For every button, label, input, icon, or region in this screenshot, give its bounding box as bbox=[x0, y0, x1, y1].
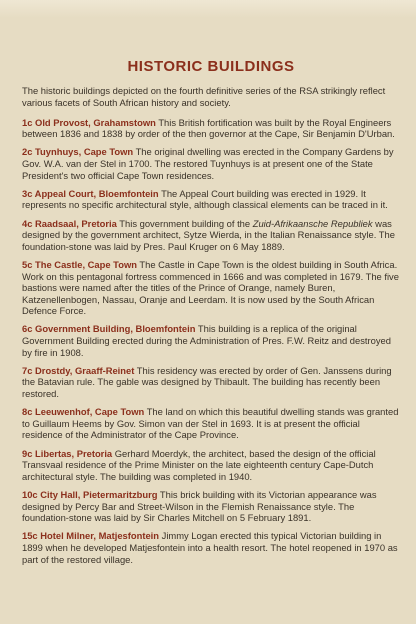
entry-government-building bbox=[22, 323, 400, 358]
entry-text: This building is a replica of the original Government Building erected during the Administration of Pres. F.W. Reitz and destroyed by fire in 1908. bbox=[22, 323, 391, 358]
entry-raadsaal bbox=[22, 218, 400, 253]
entry-text: This residency was erected by order of Gen. Janssens during the Batavian rule. The gable was designed by Thibault. The building has recently been restored. bbox=[22, 364, 392, 400]
entry-text: The Castle in Cape Town is the oldest building in South Africa. Work on this pentagonal fortress commenced in 1666 and was completed in 1679. The five bastions were named after the titles of the Prince of Orange, namely Buren, Katzenellenbogen, Nassau, Oranje and Leerdam. It is now used by the South African Defence Force. bbox=[22, 258, 399, 317]
entry-hotel-milner bbox=[22, 530, 400, 565]
entry-appeal-court bbox=[22, 188, 400, 211]
entry-heading: 8c Leeuwenhof, Cape Town bbox=[22, 406, 145, 418]
entry-drostdy bbox=[22, 365, 400, 400]
entry-text: Jimmy Logan erected this typical Victorian building in 1899 when he developed Matjesfontein into a health resort. The hotel reopened in 1970 as part of the restored village. bbox=[22, 530, 398, 565]
intro-paragraph: The historic buildings depicted on the fourth definitive series of the RSA strikingly reflect various facets of South African history and society. bbox=[22, 85, 386, 108]
entry-libertas bbox=[22, 448, 400, 483]
entry-heading: 1c Old Provost, Grahamstown bbox=[22, 116, 156, 128]
entry-heading: 15c Hotel Milner, Matjesfontein bbox=[22, 530, 160, 542]
entry-castle bbox=[22, 259, 400, 317]
entry-text: was designed by the government architect, Sytze Wierda, in the Italian Renaissance style. The foundation-stone was laid by Pres. Paul Kruger on 6 May 1889. bbox=[22, 217, 395, 252]
entry-text: The Appeal Court building was erected in 1929. It represents no specific architectural style, although classical elements can be traced in it. bbox=[22, 187, 388, 211]
entry-text: This brick building with its Victorian appearance was designed by Percy Bar and Street-Wilson in the Flemish Renaissance style. The foundation-stone was laid by Sir Charles Mitchell on 5 February 1891. bbox=[22, 488, 377, 524]
entry-text: The original dwelling was erected in the Company Gardens by Gov. W.A. van der Stel in 1700. The restored Tuynhuys is at present one of the State President's two official Cape Town residences. bbox=[22, 146, 394, 181]
page-title: HISTORIC BUILDINGS bbox=[127, 58, 295, 75]
entry-heading: 10c City Hall, Pietermaritzburg bbox=[22, 488, 158, 500]
entry-heading: 2c Tuynhuys, Cape Town bbox=[22, 146, 134, 158]
entry-heading: 7c Drostdy, Graaff-Reinet bbox=[22, 364, 135, 376]
entry-leeuwenhof bbox=[22, 406, 400, 441]
entry-text: This government building of the bbox=[119, 217, 253, 229]
entry-text: Gerhard Moerdyk, the architect, based the design of the official Transvaal residence of the Prime Minister on the late eighteenth century Cape-Dutch architectural style. The building was completed in 1940. bbox=[22, 447, 376, 482]
entry-heading: 3c Appeal Court, Bloemfontein bbox=[22, 187, 159, 199]
entry-tuynhuys bbox=[22, 146, 400, 181]
entry-heading: 9c Libertas, Pretoria bbox=[22, 447, 113, 459]
entry-heading: 4c Raadsaal, Pretoria bbox=[22, 217, 117, 229]
entry-city-hall bbox=[22, 489, 400, 524]
entry-heading: 5c The Castle, Cape Town bbox=[22, 258, 137, 270]
entry-text: This British fortification was built by the Royal Engineers between 1836 and 1838 by order of the then governor at the Cape, Sir Benjamin D'Urban. bbox=[22, 116, 395, 140]
entry-heading: 6c Government Building, Bloemfontein bbox=[22, 323, 196, 335]
entry-old-provost bbox=[22, 117, 400, 140]
entry-text-italic: Zuid-Afrikaansche Republiek bbox=[252, 217, 373, 229]
entry-text: The land on which this beautiful dwelling stands was granted to Guillaum Heems by Gov. Simon van der Stel in 1693. It is at present the official residence of the Administrator of the Cape Province. bbox=[22, 406, 399, 441]
